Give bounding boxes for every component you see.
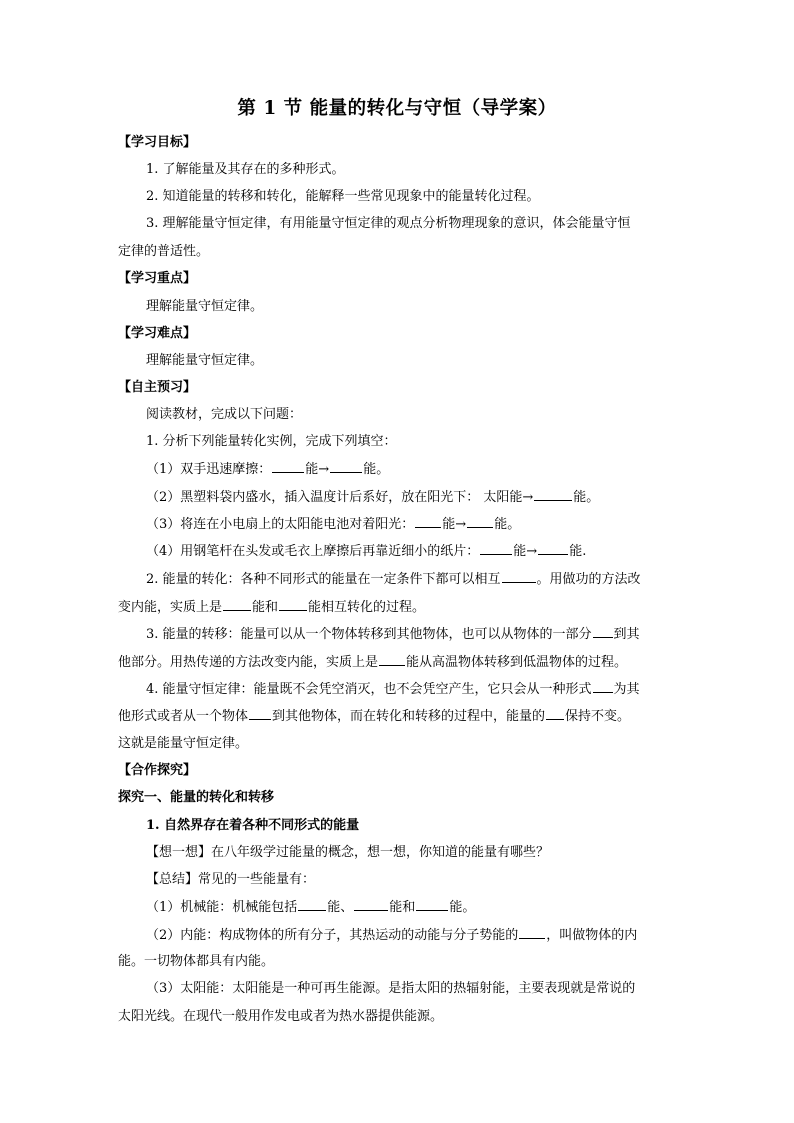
q1-4-text-a: （4）用钢笔杆在头发或毛衣上摩擦后再靠近细小的纸片：	[146, 544, 480, 559]
question-4-line-1	[146, 680, 640, 699]
question-1-item-4	[146, 542, 586, 561]
question-1-item-1	[146, 460, 389, 479]
q1-3-text-a: （3）将连在小电扇上的太阳能电池对着阳光：	[146, 517, 415, 532]
goal-3-line-2: 定律的普适性。	[118, 244, 210, 259]
coop-header: 【合作探究】	[118, 763, 197, 778]
q1-3-text-b: 能→	[442, 517, 467, 532]
blank	[415, 515, 441, 528]
mechanical-energy-line	[146, 898, 475, 917]
q2-text-b: 。用做功的方法改	[536, 572, 641, 587]
preview-intro: 阅读教材，完成以下问题：	[146, 407, 303, 422]
q2-text-a: 2. 能量的转化：各种不同形式的能量在一定条件下都可以相互	[146, 572, 501, 587]
blank	[379, 653, 405, 666]
q1-3-text-c: 能。	[494, 517, 521, 532]
explore-1-subheading: 1. 自然界存在着各种不同形式的能量	[146, 818, 360, 833]
blank	[272, 460, 304, 473]
question-4-line-3: 这就是能量守恒定律。	[118, 736, 249, 751]
blank	[480, 542, 512, 555]
think-text: 在八年级学过能量的概念，想一想，你知道的能量有哪些？	[211, 845, 550, 860]
question-1-item-3	[146, 515, 520, 534]
q3-text-b: 到其	[613, 627, 640, 642]
question-3-line-1	[146, 625, 640, 644]
solar-energy-line-2: 太阳光线。在现代一般用作发电或者为热水器提供能源。	[118, 1009, 444, 1024]
q4-text-b: 为其	[613, 682, 640, 697]
goal-2: 2. 知道能量的转移和转化，能解释一些常见现象中的能量转化过程。	[146, 189, 540, 204]
inner-text-b: ，叫做物体的内	[546, 928, 638, 943]
mech-text-b: 能、	[327, 900, 354, 915]
blank	[279, 598, 307, 611]
goal-1: 1. 了解能量及其存在的多种形式。	[146, 162, 345, 177]
blank	[223, 598, 251, 611]
question-4-line-2	[118, 707, 630, 726]
mech-text-a: （1）机械能：机械能包括	[146, 900, 298, 915]
internal-energy-line-2: 能。一切物体都具有内能。	[118, 954, 275, 969]
blank	[538, 542, 568, 555]
mech-text-c: 能和	[389, 900, 416, 915]
blank	[467, 515, 493, 528]
q3-text-c: 他部分。用热传递的方法改变内能，实质上是	[118, 655, 379, 670]
blank	[416, 898, 448, 911]
question-1-item-2	[146, 488, 599, 507]
q1-2-text-b: 能。	[573, 490, 600, 505]
blank	[502, 570, 536, 583]
goal-3-line-1: 3. 理解能量守恒定律，有用能量守恒定律的观点分析物理现象的意识，体会能量守恒	[146, 216, 631, 231]
page-title: 第 1 节 能量的转化与守恒（导学案）	[237, 98, 557, 119]
q1-1-text-a: （1）双手迅速摩擦：	[146, 462, 272, 477]
q3-text-d: 能从高温物体转移到低温物体的过程。	[406, 655, 628, 670]
inner-text-a: （2）内能：构成物体的所有分子，其热运动的动能与分子势能的	[146, 928, 519, 943]
q2-text-e: 能相互转化的过程。	[308, 600, 426, 615]
difficulty-text: 理解能量守恒定律。	[146, 353, 264, 368]
think-line	[146, 844, 549, 862]
q4-text-c: 他形式或者从一个物体	[118, 709, 249, 724]
blank	[534, 488, 572, 501]
q1-1-text-c: 能。	[363, 462, 390, 477]
q4-text-e: 保持不变。	[565, 709, 631, 724]
q2-text-c: 变内能，实质上是	[118, 600, 223, 615]
q4-text-d: 到其他物体，而在转化和转移的过程中，能量的	[272, 709, 546, 724]
focus-text: 理解能量守恒定律。	[146, 299, 264, 314]
q1-2-text-a: （2）黑塑料袋内盛水，插入温度计后系好，放在阳光下： 太阳能→	[146, 490, 534, 505]
q3-text-a: 3. 能量的转移：能量可以从一个物体转移到其他物体，也可以从物体的一部分	[146, 627, 592, 642]
blank	[593, 625, 613, 638]
preview-header: 【自主预习】	[118, 380, 197, 395]
question-2-line-1	[146, 570, 641, 589]
focus-header: 【学习重点】	[118, 271, 197, 286]
summary-line	[146, 871, 315, 889]
think-label: 【想一想】	[146, 845, 212, 860]
goals-header: 【学习目标】	[118, 135, 197, 150]
difficulty-header: 【学习难点】	[118, 326, 197, 341]
mech-text-d: 能。	[449, 900, 476, 915]
solar-energy-line-1: （3）太阳能：太阳能是一种可再生能源。是指太阳的热辐射能，主要表现就是常说的	[146, 981, 636, 996]
q1-4-text-b: 能→	[513, 544, 538, 559]
blank	[354, 898, 388, 911]
blank	[593, 680, 613, 693]
q1-4-text-c: 能.	[569, 544, 587, 559]
summary-text: 常见的一些能量有：	[198, 872, 316, 887]
q4-text-a: 4. 能量守恒定律：能量既不会凭空消灭，也不会凭空产生，它只会从一种形式	[146, 682, 592, 697]
q1-1-text-b: 能→	[305, 462, 330, 477]
blank	[298, 898, 326, 911]
blank	[330, 460, 362, 473]
summary-label: 【总结】	[146, 872, 199, 887]
explore-1-heading: 探究一、能量的转化和转移	[118, 790, 275, 805]
q2-text-d: 能和	[252, 600, 279, 615]
question-1: 1. 分析下列能量转化实例，完成下列填空：	[146, 434, 397, 449]
question-3-line-2	[118, 653, 627, 672]
blank	[249, 707, 271, 720]
question-2-line-2	[118, 598, 425, 617]
internal-energy-line-1	[146, 926, 637, 945]
blank	[546, 707, 564, 720]
blank	[519, 926, 545, 939]
